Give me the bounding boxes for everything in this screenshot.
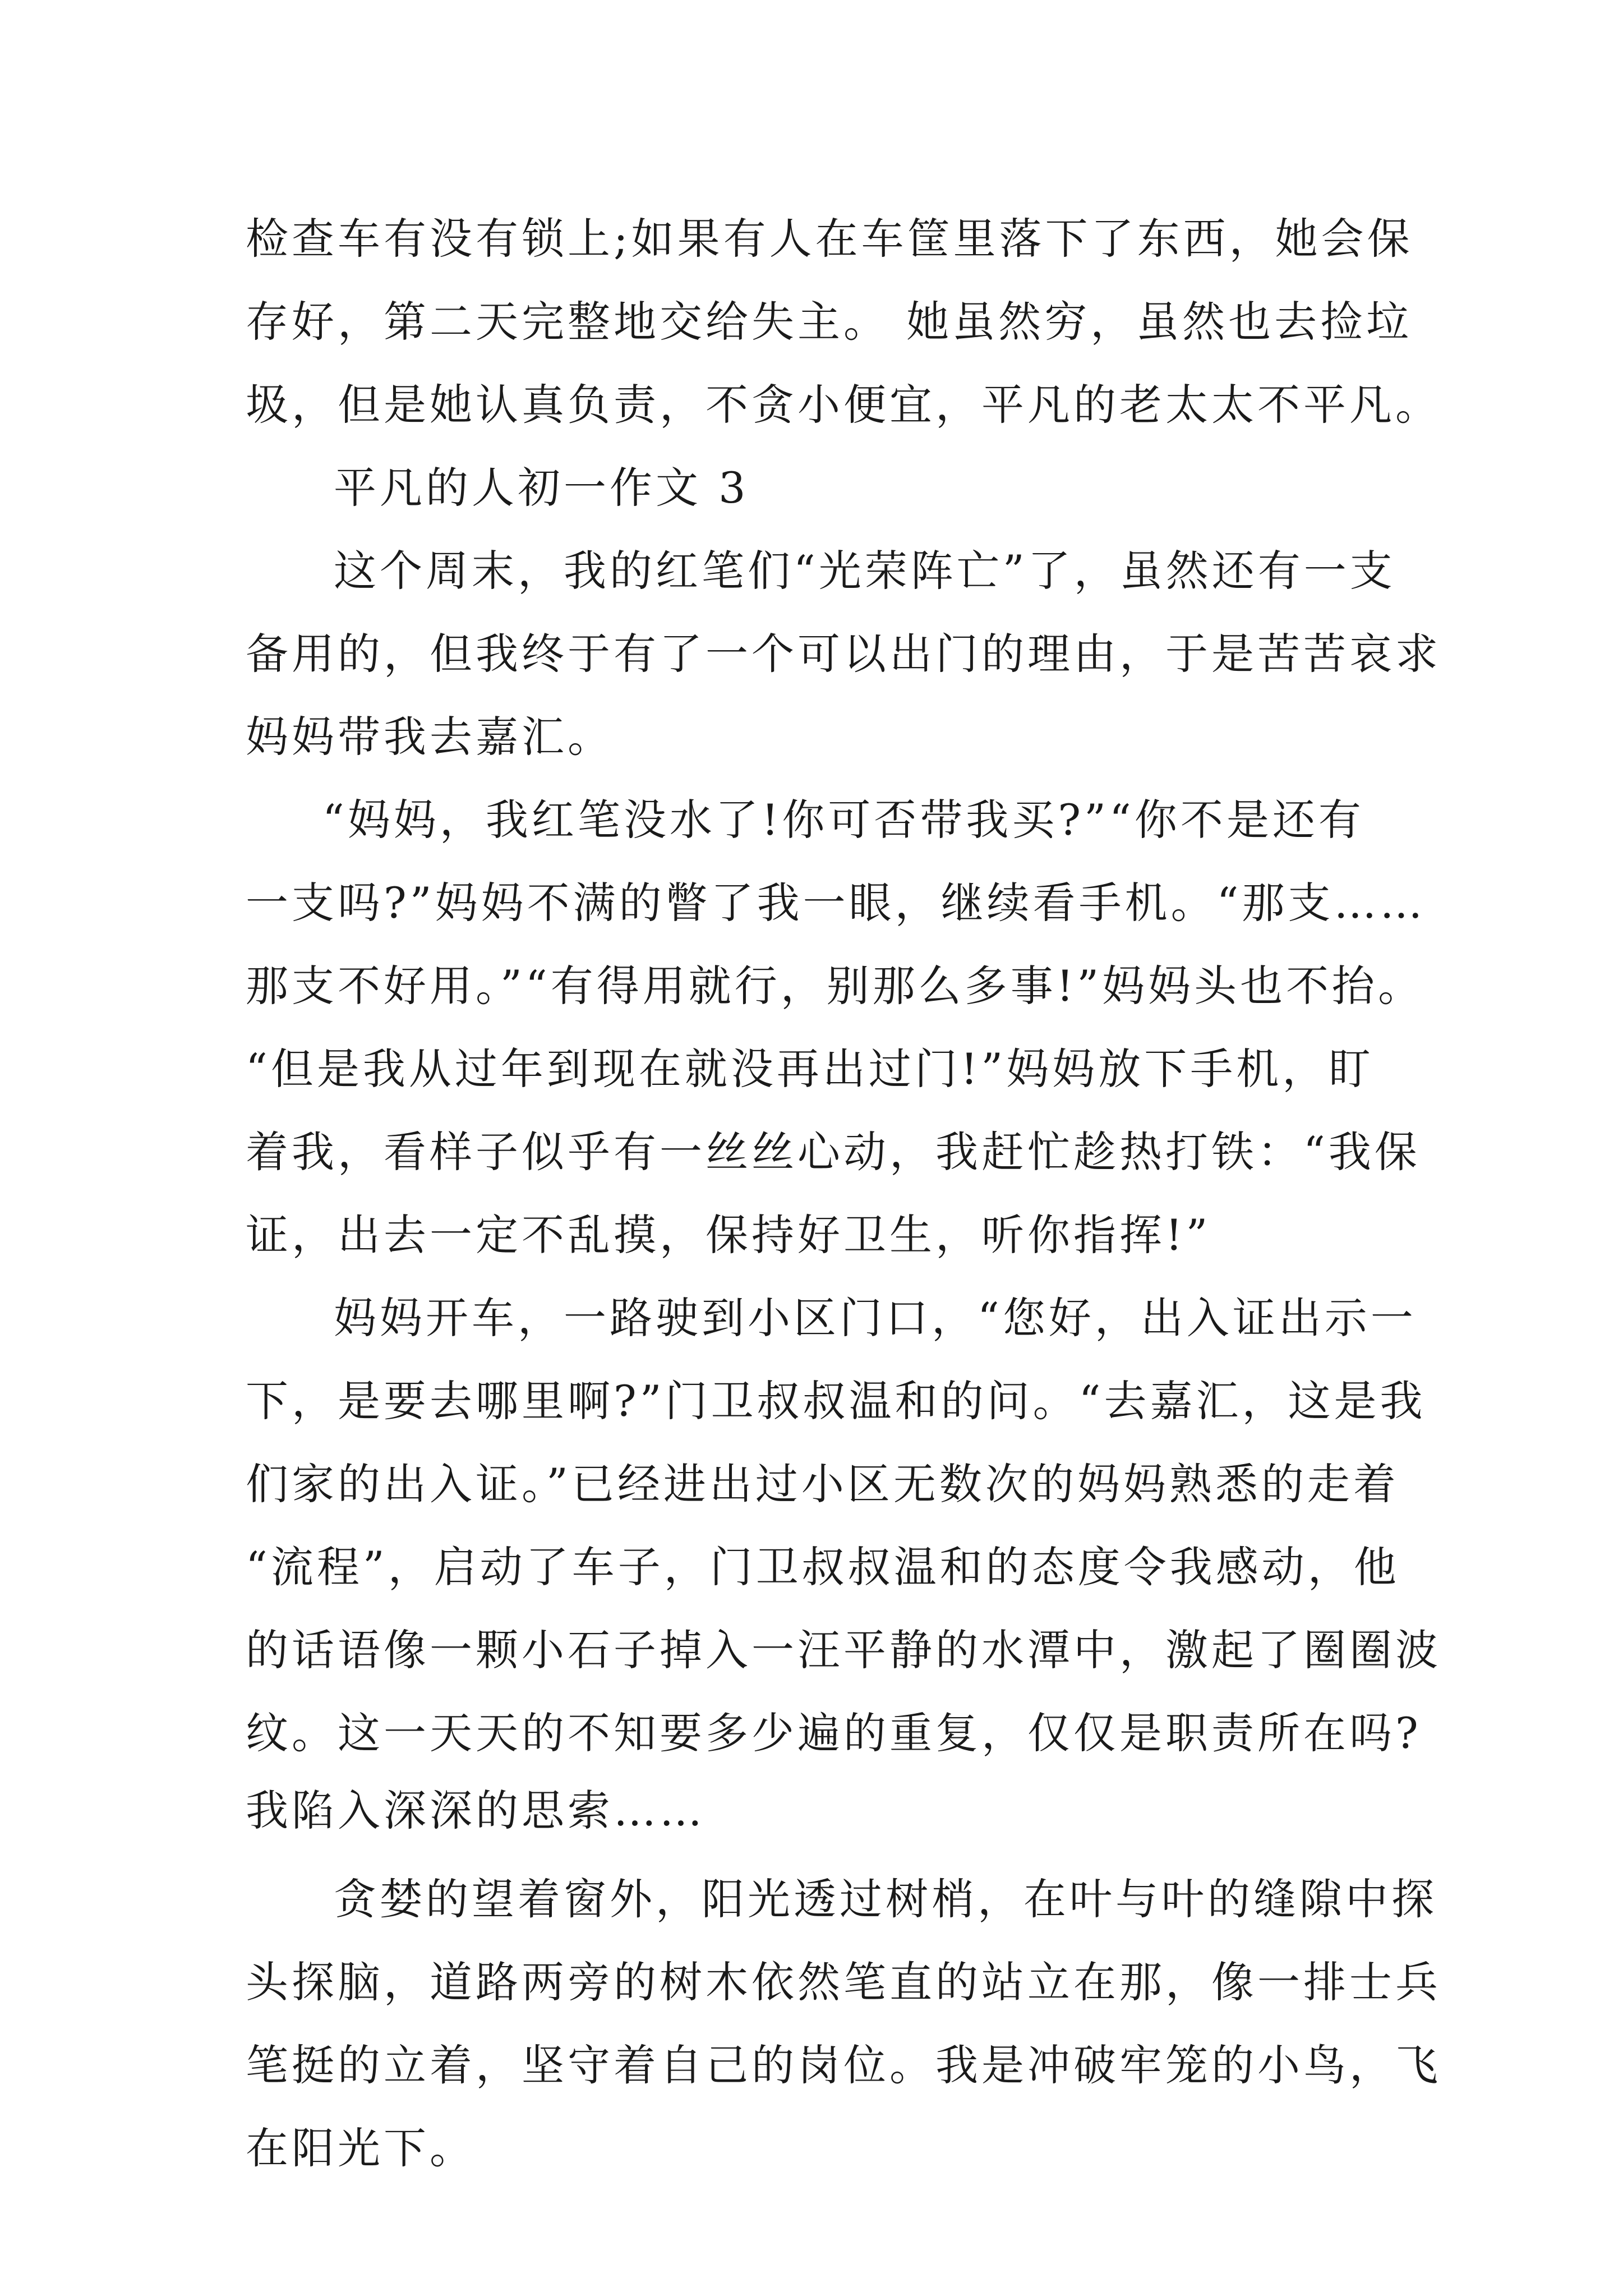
text-line: 这个周末，我的红笔们“光荣阵亡”了，虽然还有一支 <box>334 546 1396 596</box>
text-line: 的话语像一颗小石子掉入一汪平静的水潭中，激起了圈圈波 <box>246 1625 1441 1675</box>
text-line: “流程”，启动了车子，门卫叔叔温和的态度令我感动，他 <box>246 1542 1400 1592</box>
text-line: 那支不好用。”“有得用就行，别那么多事!”妈妈头也不抬。 <box>246 961 1424 1011</box>
text-line: 检查车有没有锁上;如果有人在车筐里落下了东西，她会保 <box>246 214 1413 264</box>
text-line: 妈妈开车，一路驶到小区门口，“您好，出入证出示一 <box>334 1293 1417 1343</box>
text-line: 笔挺的立着，坚守着自己的岗位。我是冲破牢笼的小鸟，飞 <box>246 2040 1441 2090</box>
text-line: 一支吗?”妈妈不满的瞥了我一眼，继续看手机。“那支…… <box>246 878 1426 928</box>
text-line: 着我，看样子似乎有一丝丝心动，我赶忙趁热打铁：“我保 <box>246 1127 1421 1177</box>
text-line: 存好，第二天完整地交给失主。 她虽然穷，虽然也去捡垃 <box>246 297 1413 347</box>
text-line: 头探脑，道路两旁的树木依然笔直的站立在那，像一排士兵 <box>246 1957 1441 2007</box>
text-line: 纹。这一天天的不知要多少遍的重复，仅仅是职责所在吗? <box>246 1708 1422 1758</box>
text-line: 证，出去一定不乱摸，保持好卫生，听你指挥!” <box>246 1210 1211 1260</box>
text-line: 在阳光下。 <box>246 2123 476 2173</box>
text-line: 圾，但是她认真负责，不贪小便宜，平凡的老太太不平凡。 <box>246 380 1441 430</box>
text-line: 我陷入深深的思索…… <box>246 1786 706 1835</box>
text-line: 备用的，但我终于有了一个可以出门的理由，于是苦苦哀求 <box>246 629 1441 679</box>
text-line: 妈妈带我去嘉汇。 <box>246 712 614 762</box>
text-line: 下，是要去哪里啊?”门卫叔叔温和的问。“去嘉汇，这是我 <box>246 1376 1426 1426</box>
section-heading: 平凡的人初一作文 3 <box>334 463 749 513</box>
text-line: 们家的出入证。”已经进出过小区无数次的妈妈熟悉的走着 <box>246 1459 1399 1509</box>
text-line: 贪婪的望着窗外，阳光透过树梢，在叶与叶的缝隙中探 <box>334 1874 1437 1924</box>
text-line: “妈妈，我红笔没水了!你可否带我买?”“你不是还有 <box>322 795 1364 845</box>
text-line: “但是我从过年到现在就没再出过门!”妈妈放下手机，盯 <box>246 1044 1375 1094</box>
